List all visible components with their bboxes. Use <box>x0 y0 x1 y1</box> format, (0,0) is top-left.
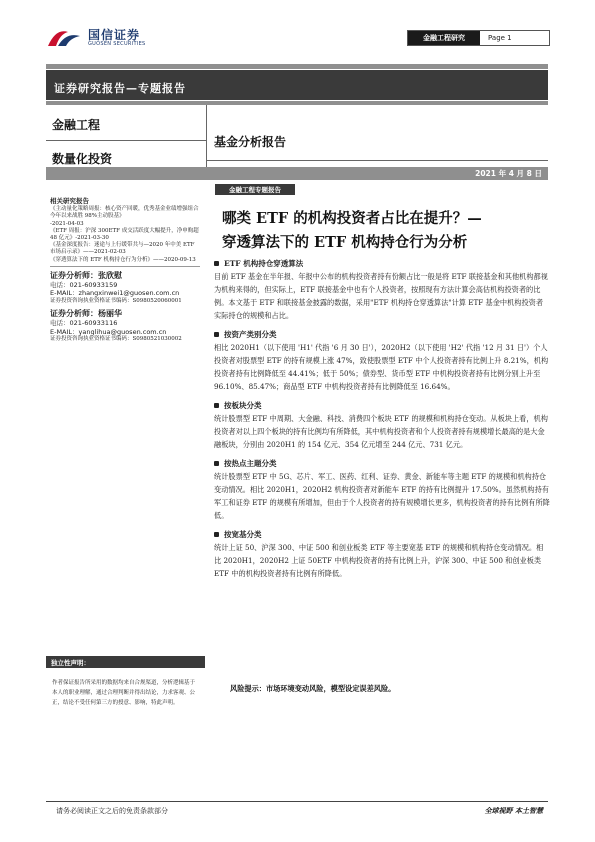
summary-section-heading: ETF 机构持仓穿透算法 <box>214 257 550 270</box>
header-tag <box>407 30 550 46</box>
logo-icon <box>46 26 82 48</box>
summary-paragraph: 统计股票型 ETF 中周期、大金融、科技、消费四个板块 ETF 的规模和机构持仓变动。从板块上看，机构投资者对以上四个板块的持有比例均有所降低，其中机构投资者和个人投资者持有规模增长最高的是大金融板块，分别由 2020H1 的 154 亿元、354 亿元增至 244 亿元、731 亿元。 <box>214 414 548 449</box>
summary-paragraph: 统计股票型 ETF 中 5G、芯片、军工、医药、红利、证券、黄金、新能车等主题 ETF 的规模和机构持仓变动情况。相比 2020H1，2020H2 机构投资者对新能车 ETF 的持有比例提升 17.50%。虽然机构持有军工和证券 ETF 的规模有所增加，但由于个人投资者的持有规模增长更多，机构投资者的持有比例有所降低。 <box>214 472 550 520</box>
logo-text: 国信证券 <box>88 28 141 42</box>
date-bar <box>46 167 548 180</box>
summary-section-heading: 按热点主题分类 <box>214 457 550 470</box>
section-divider <box>206 160 548 161</box>
header-tag-page: Page 1 <box>488 34 512 42</box>
bullet-icon <box>214 532 219 537</box>
analyst-cert: 证券投资咨询执业资格证书编码：S0980520060001 <box>50 297 182 304</box>
risk-warning: 风险提示：市场环境变动风险，模型设定误差风险。 <box>230 684 396 693</box>
report-date: 2021 年 4 月 8 日 <box>475 169 542 178</box>
report-title <box>222 207 552 255</box>
related-item: 《ETF 周报：沪深 300ETF 成交活跃度大幅提升，净申购超 48 亿元》-2021-03-30 <box>50 227 199 242</box>
footer-disclaimer: 请务必阅读正文之后的免责条款部分 <box>56 807 168 815</box>
banner-title: 证券研究报告—专题报告 <box>54 82 186 95</box>
related-item: 《穿透算法下的 ETF 机构持仓行为分析》——2020-09-13 <box>50 256 196 263</box>
header-tag-category: 金融工程研究 <box>408 31 480 45</box>
section-label-quant: 数量化投资 <box>52 152 113 166</box>
related-heading: 相关研究报告 <box>50 197 89 205</box>
summary-body <box>214 257 550 580</box>
footer-rule <box>46 801 548 802</box>
section-divider-vertical <box>206 105 207 167</box>
analyst-email[interactable]: E-MAIL：yanglihua@guosen.com.cn <box>50 327 167 336</box>
sidebar <box>50 198 200 343</box>
analyst-phone: 电话：021-60933159 <box>50 280 118 289</box>
report-title-line1: 哪类 ETF 的机构投资者占比在提升？— <box>222 210 482 227</box>
top-rule <box>46 64 548 69</box>
independence-text: 作者保证报告所采用的数据均来自合规渠道，分析逻辑基于本人的职业理解，通过合理判断并得出结论，力求客观、公正，结论不受任何第三方的授意、影响，特此声明。 <box>52 680 196 706</box>
independence-statement <box>46 656 205 752</box>
analyst-name: 证券分析师：杨丽华 <box>50 308 122 319</box>
analyst-name: 证券分析师：张欣慰 <box>50 269 122 280</box>
related-item: -2021-04-03 <box>50 220 84 227</box>
related-item: 《基金深度报告：迷途与上行缓带共与—2020 年中美 ETF 市场启示录》——2021-02-03 <box>50 242 195 256</box>
report-title-line2: 穿透算法下的 ETF 机构持仓行为分析 <box>222 234 468 251</box>
bullet-icon <box>214 461 219 466</box>
bullet-icon <box>214 332 219 337</box>
footer-slogan: 全球视野 本土智慧 <box>484 806 543 815</box>
summary-section-heading: 按宽基分类 <box>214 528 550 541</box>
independence-heading: 独立性声明： <box>46 656 205 668</box>
section-divider <box>46 140 206 141</box>
related-item: 《主动量化策略周报：核心资产回暖，优秀基金业绩增强组合今年以来战胜 98%主动股基》 <box>50 206 199 220</box>
summary-paragraph: 目前 ETF 基金在半年报、年报中公布的机构投资者持有份额占比一般是将 ETF 联接基金和其他机构都视为机构来得的，但实际上，ETF 联接基金中也有个人投资者，按照现有方法计算会高估机构投资者的比例。本文基于 ETF 和联接基金披露的数据，采用"ETF 机构持仓穿透算法"计算 ETF 基金中机构投资者实际持仓的规模和占比。 <box>214 272 548 320</box>
analyst-phone: 电话：021-60933116 <box>50 319 118 328</box>
summary-paragraph: 统计上证 50、沪深 300、中证 500 和创业板类 ETF 等主要宽基 ETF 的规模和机构持仓变动情况。相比 2020H1，2020H2 上证 50ETF 中机构投资者的持有比例上升，沪深 300、中证 500 和创业板类 ETF 中的机构投资者持有比例有所降低。 <box>214 543 544 578</box>
summary-paragraph: 相比 2020H1（以下使用 'H1' 代指 '6 月 30 日'），2020H2（以下使用 'H2' 代指 '12 月 31 日'）个人投资者对股票型 ETF 的持有规模上涨 47%，致使股票型 ETF 中个人投资者持有比例上升 8.21%，机构投资者持有比例降低至 44.41%；低于 50%；债券型、货币型 ETF 中机构投资者持有比例分别上升至 96.10%、85.47%；商品型 ETF 中机构投资者持有比例降低至 16.64%。 <box>214 343 549 391</box>
logo-subtext: GUOSEN SECURITIES <box>88 41 146 47</box>
summary-section-heading: 按资产类别分类 <box>214 328 550 341</box>
report-type-tag: 金融工程专题报告 <box>215 184 295 195</box>
summary-section-heading: 按板块分类 <box>214 399 550 412</box>
section-label-fund-analysis: 基金分析报告 <box>214 135 287 149</box>
banner-rule <box>46 101 548 105</box>
bullet-icon <box>214 261 219 266</box>
section-label-finance-engineering: 金融工程 <box>52 118 101 132</box>
bullet-icon <box>214 403 219 408</box>
analyst-cert: 证券投资咨询执业资格证书编码：S0980521030002 <box>50 336 182 343</box>
analyst-email[interactable]: E-MAIL：zhangxinwei1@guosen.com.cn <box>50 289 180 298</box>
sidebar-divider <box>50 266 200 267</box>
